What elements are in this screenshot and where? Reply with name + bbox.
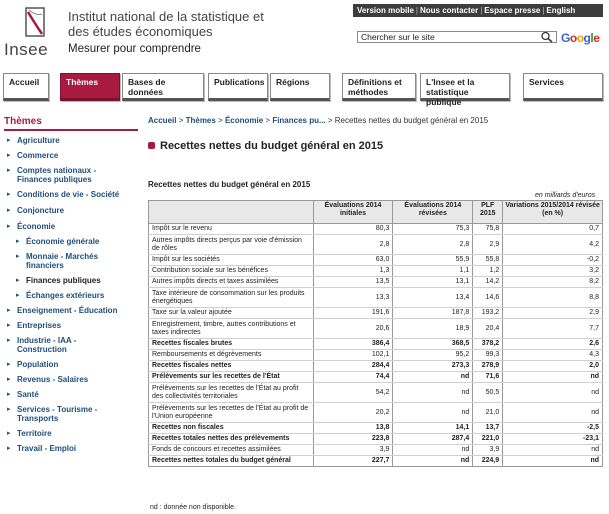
separator: | bbox=[542, 6, 545, 15]
table-cell-value: 284,4 bbox=[313, 361, 393, 372]
sidebar-item-conjoncture[interactable]: ▸ Conjoncture bbox=[4, 206, 138, 215]
table-cell-value: 8,2 bbox=[503, 277, 603, 288]
nav-definitions[interactable]: Définitions et méthodes bbox=[342, 73, 416, 101]
table-cell-value: 18,9 bbox=[393, 319, 473, 339]
table-cell-value: -2,5 bbox=[503, 423, 603, 434]
nav-publications[interactable]: Publications bbox=[208, 73, 268, 101]
table-cell-label: Recettes nettes totales du budget général bbox=[149, 456, 314, 467]
table-cell-value: 4,3 bbox=[503, 350, 603, 361]
title-bullet-icon bbox=[148, 142, 155, 149]
sidebar-item-economie[interactable]: ▸ Économie bbox=[4, 222, 138, 231]
table-cell-value: 287,4 bbox=[393, 434, 473, 445]
table-cell-value: 20,2 bbox=[313, 403, 393, 423]
table-cell-label: Impôt sur les sociétés bbox=[149, 255, 314, 266]
table-row bbox=[149, 350, 603, 361]
table-cell-label: Impôt sur le revenu bbox=[149, 224, 314, 235]
table-cell-value: 223,8 bbox=[313, 434, 393, 445]
table-cell-value: 13,5 bbox=[313, 277, 393, 288]
table-cell-value: 99,3 bbox=[473, 350, 503, 361]
table-cell-value: 193,2 bbox=[473, 308, 503, 319]
sidebar-item-enseignement[interactable]: ▸ Enseignement - Éducation bbox=[4, 306, 138, 315]
sidebar-item-economie-generale[interactable]: ▸ Économie générale bbox=[4, 237, 138, 246]
link-espace-presse[interactable]: Espace presse bbox=[484, 6, 541, 15]
search-input[interactable]: Chercher sur le site bbox=[357, 31, 557, 43]
table-cell-value: 80,3 bbox=[313, 224, 393, 235]
breadcrumb-themes[interactable]: Thèmes bbox=[185, 116, 216, 125]
table-cell-value: 378,2 bbox=[473, 339, 503, 350]
table-cell-value: 2,6 bbox=[503, 339, 603, 350]
table-cell-value: 386,4 bbox=[313, 339, 393, 350]
table-row bbox=[149, 235, 603, 255]
sidebar-item-travail-emploi[interactable]: ▸ Travail - Emploi bbox=[4, 444, 138, 453]
table-row bbox=[149, 255, 603, 266]
table-cell-label: Taxe intérieure de consommation sur les produits énergétiques bbox=[149, 288, 314, 308]
insee-logo-graphic bbox=[4, 6, 62, 42]
table-cell-value: 63,0 bbox=[313, 255, 393, 266]
table-header bbox=[149, 201, 314, 224]
table-cell-label: Contribution sociale sur les bénéfices bbox=[149, 266, 314, 277]
nav-accueil[interactable]: Accueil bbox=[3, 73, 49, 101]
table-header-row bbox=[149, 201, 603, 224]
table-cell-value: nd bbox=[393, 456, 473, 467]
table-cell-value: 14,2 bbox=[473, 277, 503, 288]
table-row bbox=[149, 403, 603, 423]
separator: | bbox=[415, 6, 418, 15]
table-row bbox=[149, 445, 603, 456]
table-cell-value: nd bbox=[393, 383, 473, 403]
sidebar-title: Thèmes bbox=[4, 116, 138, 131]
table-row bbox=[149, 266, 603, 277]
table-row bbox=[149, 308, 603, 319]
institution-name: Institut national de la statistique et des études économiques bbox=[68, 9, 264, 39]
table-cell-value: 20,4 bbox=[473, 319, 503, 339]
sidebar-item-agriculture[interactable]: ▸ Agriculture bbox=[4, 136, 138, 145]
table-cell-value: 3,9 bbox=[473, 445, 503, 456]
table-cell-value: 4,2 bbox=[503, 235, 603, 255]
breadcrumb: Accueil > Thèmes > Économie > Finances pu... > Recettes nettes du budget général en 2015 bbox=[148, 116, 489, 125]
google-logo: Google bbox=[561, 31, 600, 45]
separator: | bbox=[480, 6, 483, 15]
table-header: Évaluations 2014 initiales bbox=[313, 201, 393, 224]
link-english[interactable]: English bbox=[546, 6, 576, 15]
table-cell-value: 55,8 bbox=[473, 255, 503, 266]
sidebar-item-services-tourisme[interactable]: ▸ Services - Tourisme - Transports bbox=[4, 405, 104, 423]
page-title bbox=[148, 140, 383, 152]
table-cell-value: -0,2 bbox=[503, 255, 603, 266]
table-cell-value: 278,9 bbox=[473, 361, 503, 372]
table-cell-value: 13,3 bbox=[313, 288, 393, 308]
table-row bbox=[149, 288, 603, 308]
table-cell-value: 3,9 bbox=[313, 445, 393, 456]
table-cell-value: 75,3 bbox=[393, 224, 473, 235]
table-row bbox=[149, 383, 603, 403]
table-cell-label: Taxe sur la valeur ajoutée bbox=[149, 308, 314, 319]
table-row bbox=[149, 319, 603, 339]
sidebar-list bbox=[4, 133, 138, 453]
breadcrumb-economie[interactable]: Économie bbox=[224, 116, 264, 125]
table-cell-value: 8,8 bbox=[503, 288, 603, 308]
table-cell-value: 1,3 bbox=[313, 266, 393, 277]
table-caption: Recettes nettes du budget général en 2015 bbox=[148, 180, 311, 189]
nav-bases-de-donnees[interactable]: Bases de données bbox=[122, 73, 204, 101]
table-cell-value: 227,7 bbox=[313, 456, 393, 467]
table-cell-value: nd bbox=[393, 445, 473, 456]
table-cell-value: nd bbox=[503, 383, 603, 403]
table-cell-value: 221,0 bbox=[473, 434, 503, 445]
table-cell-value: 74,4 bbox=[313, 372, 393, 383]
nav-services[interactable]: Services bbox=[523, 73, 603, 101]
sidebar-item-echanges-exterieurs[interactable]: ▸ Échanges extérieurs bbox=[4, 291, 138, 300]
table-cell-value: 75,8 bbox=[473, 224, 503, 235]
sidebar-item-industrie[interactable]: ▸ Industrie - IAA - Construction bbox=[4, 336, 104, 354]
sidebar-item-finances-publiques[interactable]: ▸ Finances publiques bbox=[4, 276, 138, 285]
table-cell-value: 2,8 bbox=[393, 235, 473, 255]
table-cell-label: Autres impôts directs et taxes assimilées bbox=[149, 277, 314, 288]
table-row bbox=[149, 434, 603, 445]
sidebar-item-entreprises[interactable]: ▸ Entreprises bbox=[4, 321, 138, 330]
page-title-text: Recettes nettes du budget général en 2015 bbox=[160, 140, 384, 152]
table-cell-value: nd bbox=[503, 372, 603, 383]
table-cell-label: Recettes non fiscales bbox=[149, 423, 314, 434]
table-cell-value: nd bbox=[503, 456, 603, 467]
nav-themes[interactable]: Thèmes bbox=[60, 73, 120, 101]
table-cell-value: 2,9 bbox=[503, 308, 603, 319]
table-note: nd : donnée non disponible. bbox=[150, 504, 237, 511]
table-cell-value: 191,6 bbox=[313, 308, 393, 319]
table-cell-value: 2,9 bbox=[473, 235, 503, 255]
table-cell-value: 54,2 bbox=[313, 383, 393, 403]
table-row bbox=[149, 456, 603, 467]
table-cell-label: Autres impôts directs perçus par voie d'émission de rôles bbox=[149, 235, 314, 255]
table-cell-value: 2,8 bbox=[313, 235, 393, 255]
table-cell-value: 187,8 bbox=[393, 308, 473, 319]
table-cell-value: 3,2 bbox=[503, 266, 603, 277]
table-cell-value: 14,1 bbox=[393, 423, 473, 434]
table-row bbox=[149, 277, 603, 288]
table-row bbox=[149, 423, 603, 434]
utility-bar bbox=[353, 4, 603, 17]
nav-insee-statistique[interactable]: L'Insee et la statistique publique bbox=[420, 73, 510, 101]
sidebar-item-population[interactable]: ▸ Population bbox=[4, 360, 138, 369]
table-row bbox=[149, 372, 603, 383]
breadcrumb-current: Recettes nettes du budget général en 2015 bbox=[334, 116, 489, 125]
table-cell-value: 95,2 bbox=[393, 350, 473, 361]
table-cell-value: 13,7 bbox=[473, 423, 503, 434]
search-icon bbox=[540, 31, 554, 43]
table-cell-label: Prélèvements sur les recettes de l'État bbox=[149, 372, 314, 383]
sidebar-item-commerce[interactable]: ▸ Commerce bbox=[4, 151, 138, 160]
table-header: PLF 2015 bbox=[473, 201, 503, 224]
sidebar-item-conditions-de-vie[interactable]: ▸ Conditions de vie - Société bbox=[4, 190, 138, 199]
logo-wordmark: Insee bbox=[4, 40, 49, 59]
table-cell-value: 1,2 bbox=[473, 266, 503, 277]
table-cell-value: 13,4 bbox=[393, 288, 473, 308]
sidebar-item-revenus[interactable]: ▸ Revenus - Salaires bbox=[4, 375, 138, 384]
sidebar-item-territoire[interactable]: ▸ Territoire bbox=[4, 429, 138, 438]
table-cell-value: 20,6 bbox=[313, 319, 393, 339]
table-cell-value: nd bbox=[503, 445, 603, 456]
table-header: Évaluations 2014 révisées bbox=[393, 201, 473, 224]
table-cell-value: -23,1 bbox=[503, 434, 603, 445]
table-cell-label: Prélèvements sur les recettes de l'État au profit des collectivités territoriales bbox=[149, 383, 314, 403]
table-unit: en milliards d'euros bbox=[535, 192, 596, 199]
table-cell-value: 13,1 bbox=[393, 277, 473, 288]
table-cell-value: nd bbox=[393, 403, 473, 423]
table-row bbox=[149, 361, 603, 372]
link-version-mobile[interactable]: Version mobile bbox=[357, 6, 414, 15]
table-cell-label: Recettes fiscales nettes bbox=[149, 361, 314, 372]
table-cell-value: nd bbox=[503, 403, 603, 423]
table-header: Variations 2015/2014 révisée (en %) bbox=[503, 201, 603, 224]
table-cell-value: 102,1 bbox=[313, 350, 393, 361]
tagline: Mesurer pour comprendre bbox=[68, 43, 201, 55]
sidebar-item-sante[interactable]: ▸ Santé bbox=[4, 390, 138, 399]
table-cell-label: Prélèvements sur les recettes de l'État au profit de l'Union européenne bbox=[149, 403, 314, 423]
table-cell-value: 368,5 bbox=[393, 339, 473, 350]
table-cell-value: 21,0 bbox=[473, 403, 503, 423]
table-cell-value: 55,9 bbox=[393, 255, 473, 266]
table-row bbox=[149, 224, 603, 235]
table-cell-label: Recettes fiscales brutes bbox=[149, 339, 314, 350]
table-cell-label: Fonds de concours et recettes assimilées bbox=[149, 445, 314, 456]
table-cell-value: 7,7 bbox=[503, 319, 603, 339]
sidebar-item-monnaie-marches[interactable]: ▸ Monnaie - Marchés financiers bbox=[4, 252, 104, 270]
link-nous-contacter[interactable]: Nous contacter bbox=[419, 6, 479, 15]
revenue-table bbox=[148, 200, 603, 467]
table-cell-value: 50,5 bbox=[473, 383, 503, 403]
table-cell-value: 0,7 bbox=[503, 224, 603, 235]
table-cell-value: 14,6 bbox=[473, 288, 503, 308]
breadcrumb-finances-publiques[interactable]: Finances pu... bbox=[272, 116, 326, 125]
table-cell-label: Enregistrement, timbre, autres contributions et taxes indirectes bbox=[149, 319, 314, 339]
table-cell-value: nd bbox=[393, 372, 473, 383]
table-cell-value: 2,0 bbox=[503, 361, 603, 372]
sidebar-item-comptes-nationaux[interactable]: ▸ Comptes nationaux - Finances publiques bbox=[4, 166, 114, 184]
table-cell-label: Recettes totales nettes des prélèvements bbox=[149, 434, 314, 445]
table-cell-value: 224,9 bbox=[473, 456, 503, 467]
table-cell-value: 71,6 bbox=[473, 372, 503, 383]
table-cell-label: Remboursements et dégrèvements bbox=[149, 350, 314, 361]
table-cell-value: 13,8 bbox=[313, 423, 393, 434]
table-cell-value: 1,1 bbox=[393, 266, 473, 277]
table-cell-value: 273,3 bbox=[393, 361, 473, 372]
breadcrumb-accueil[interactable]: Accueil bbox=[148, 116, 177, 125]
search-button[interactable] bbox=[540, 31, 554, 43]
table-row bbox=[149, 339, 603, 350]
nav-regions[interactable]: Régions bbox=[270, 73, 330, 101]
